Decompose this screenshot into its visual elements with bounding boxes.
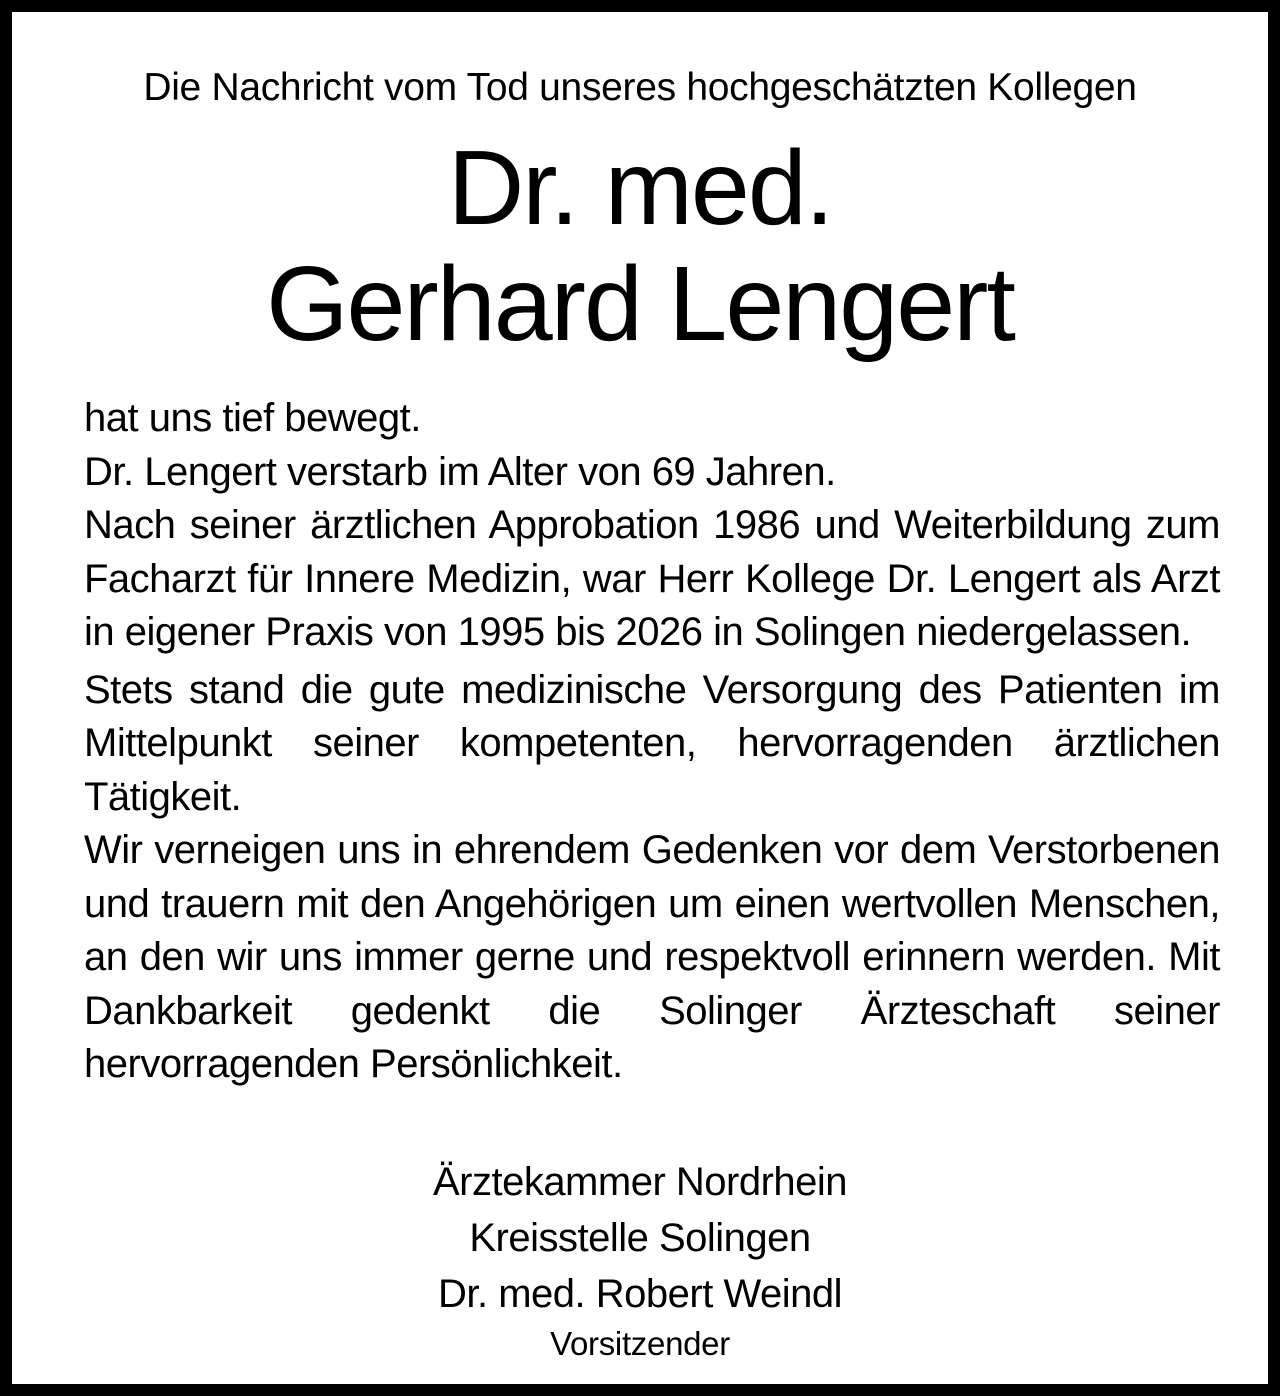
intro-line: Die Nachricht vom Tod unseres hochgeschätzten Kollegen — [143, 66, 1137, 109]
signature-office: Kreisstelle Solingen — [469, 1216, 811, 1260]
deceased-title: Dr. med. — [447, 129, 833, 247]
signature-block — [212, 1154, 1068, 1366]
obituary-body — [84, 392, 1220, 1092]
paragraph-remembrance: Wir verneigen uns in ehrendem Gedenken vor dem Verstorbenen und trauern mit den Angehörigen um einen wertvollen Menschen, an den wir uns immer gerne und respektvoll erinnern werden. Mit Dankbarkeit gedenkt die Solinger Ärzteschaft seiner hervorragenden Persönlichkeit. — [84, 828, 1220, 1086]
deceased-name-block — [52, 130, 1228, 362]
paragraph-career: Nach seiner ärztlichen Approbation 1986 und Weiterbildung zum Facharzt für Innere Medizin, war Herr Kollege Dr. Lengert als Arzt in eigener Praxis von 1995 bis 2026 in Solingen niedergelassen. — [84, 503, 1220, 654]
paragraph-moved: hat uns tief bewegt. — [84, 396, 421, 440]
deceased-name: Gerhard Lengert — [266, 245, 1014, 363]
paragraph-age: Dr. Lengert verstarb im Alter von 69 Jahren. — [84, 449, 836, 494]
paragraph-care: Stets stand die gute medizinische Versorgung des Patienten im Mittelpunkt seiner kompetenten, hervorragenden ärztlichen Tätigkeit. — [84, 667, 1220, 819]
signature-organization: Ärztekammer Nordrhein — [432, 1160, 848, 1204]
signature-role: Vorsitzender — [550, 1325, 730, 1362]
signature-signatory: Dr. med. Robert Weindl — [438, 1272, 842, 1316]
